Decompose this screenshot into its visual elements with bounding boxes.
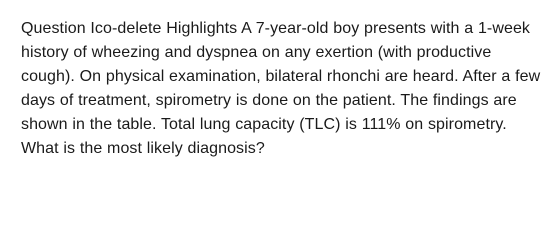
question-text: Question Ico-delete Highlights A 7-year-old boy presents with a 1-week history of wheezing and dyspnea on any exertion (with productive cough). On physical examination, bilateral rhonchi are heard. After a few days of treatment, spirometry is done on the patient. The findings are shown in the table. Total lung capacity (TLC) is 111% on spirometry. What is the most likely diagnosis? xyxy=(21,20,541,157)
